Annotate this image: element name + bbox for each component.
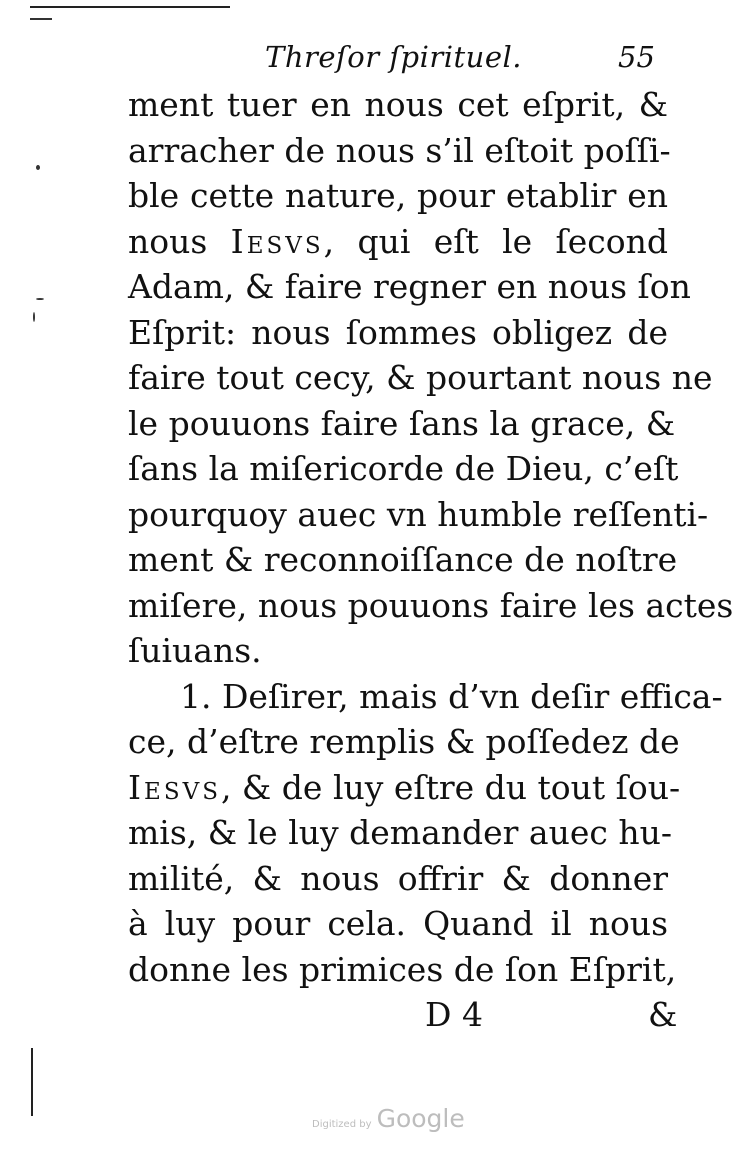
- name-iesus: Iesvs: [230, 221, 324, 261]
- text-line: 1. Deſirer, mais d’vn deſir effica-: [180, 676, 723, 716]
- text-line: ble cette nature, pour etablir en: [128, 176, 668, 215]
- page-number: 55: [618, 40, 655, 74]
- text-line: pourquoy auec vn humble reſſenti-: [128, 494, 709, 534]
- text-line: miſere, nous pouuons faire les actes: [128, 585, 734, 625]
- text-line: à luy pour cela. Quand il nous: [128, 904, 668, 943]
- text-fragment: nous: [128, 221, 231, 261]
- scan-edge-mark: [30, 6, 230, 8]
- text-line: mis, & le luy demander auec hu-: [128, 813, 673, 852]
- watermark-brand: Google: [376, 1104, 465, 1133]
- text-line: [128, 219, 668, 265]
- scan-edge-rule: [31, 1048, 33, 1116]
- text-line: Eſprit: nous ſommes obligez de: [128, 312, 668, 352]
- text-line: ment tuer en nous cet eſprit, &: [128, 85, 668, 124]
- text-line: ment & reconnoiſſance de noſtre: [128, 540, 678, 579]
- text-line: donne les primices de ſon Eſprit,: [128, 949, 677, 989]
- running-title: Threſor ſpirituel.: [265, 40, 523, 74]
- watermark-prefix: Digitized by: [312, 1119, 372, 1130]
- name-iesus: Iesvs: [128, 767, 221, 807]
- text-line: milité, & nous offrir & donner: [128, 858, 668, 898]
- scan-speck: [33, 312, 35, 322]
- digitization-watermark: [312, 1104, 465, 1133]
- text-line: faire tout cecy, & pourtant nous ne: [128, 358, 713, 397]
- text-line: [128, 765, 681, 811]
- text-line: ce, d’eſtre remplis & poſſedez de: [128, 722, 680, 761]
- text-line: arracher de nous s’il eſtoit poſſi-: [128, 130, 671, 170]
- text-fragment: , & de luy eſtre du tout ſou-: [220, 767, 681, 807]
- text-line: le pouuons faire ſans la grace, &: [128, 403, 676, 443]
- text-line: ſans la miſericorde de Dieu, c’eſt: [128, 449, 679, 488]
- body-text: [128, 82, 734, 992]
- signature-mark: D 4: [425, 995, 483, 1034]
- scan-edge-mark: [30, 18, 52, 20]
- catchword: &: [648, 995, 678, 1034]
- scan-speck: [36, 298, 44, 300]
- text-line: Adam, & faire regner en nous ſon: [128, 267, 691, 306]
- text-fragment: , qui eſt le ſecond: [323, 221, 668, 261]
- scan-speck: [36, 165, 40, 170]
- text-line: ſuiuans.: [128, 631, 262, 670]
